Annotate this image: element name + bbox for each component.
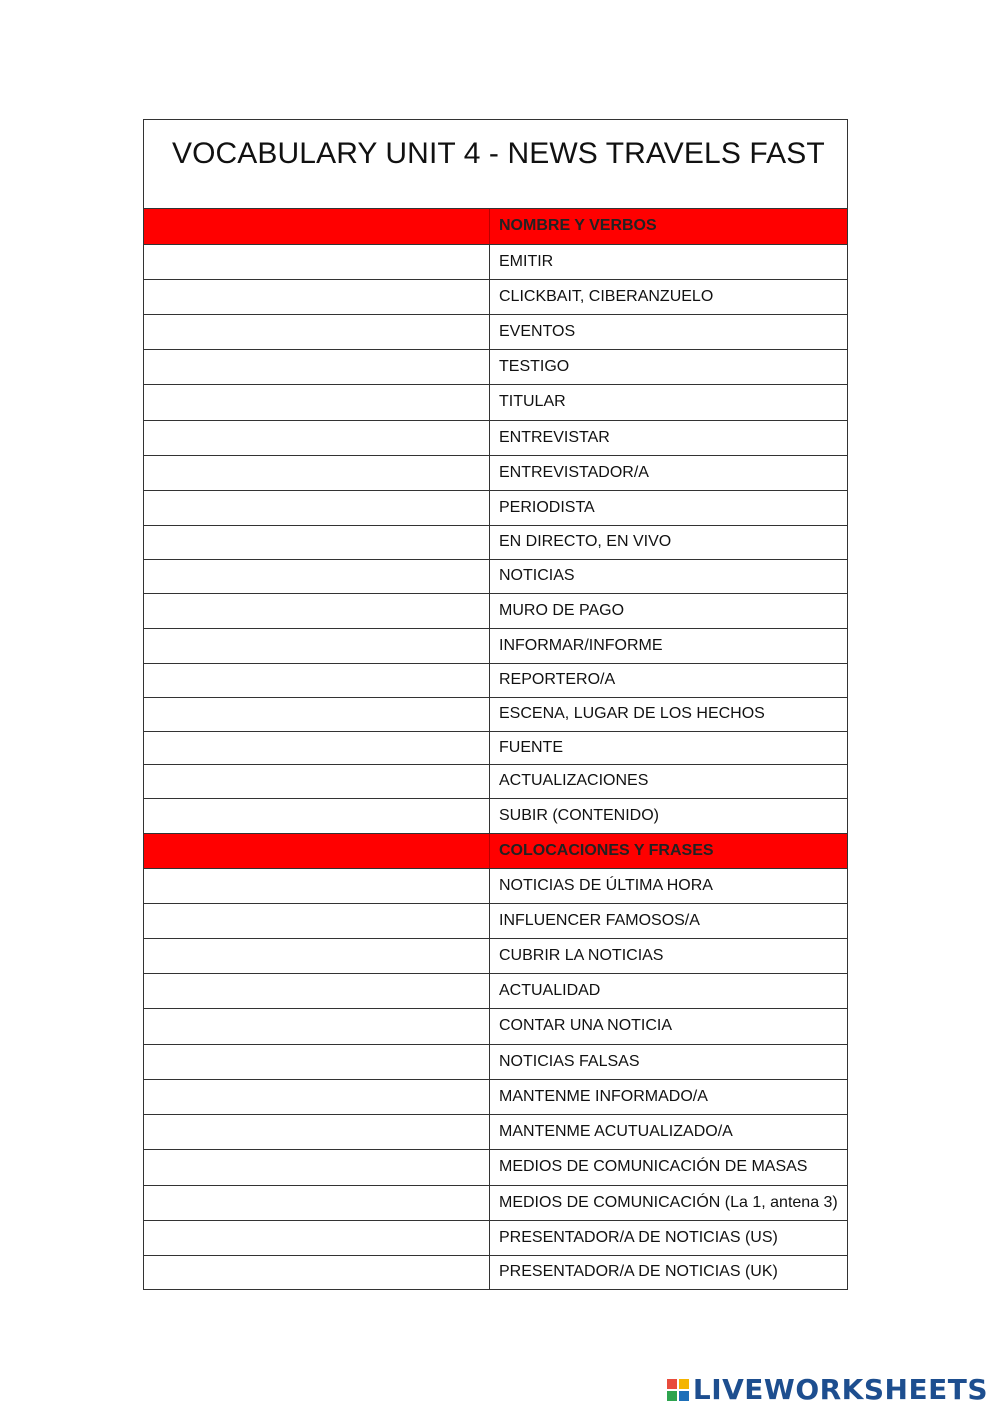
spanish-term: MEDIOS DE COMUNICACIÓN DE MASAS [490, 1149, 848, 1185]
spanish-term: EVENTOS [490, 314, 848, 349]
answer-cell[interactable] [144, 490, 490, 525]
spanish-term: ENTREVISTADOR/A [490, 455, 848, 490]
spanish-term: SUBIR (CONTENIDO) [490, 798, 848, 833]
answer-cell[interactable] [144, 1079, 490, 1114]
answer-cell[interactable] [144, 1255, 490, 1289]
answer-cell[interactable] [144, 697, 490, 731]
vocabulary-row [144, 455, 847, 490]
vocabulary-rows [144, 209, 847, 1289]
spanish-term: ESCENA, LUGAR DE LOS HECHOS [490, 697, 848, 731]
spanish-term: ENTREVISTAR [490, 420, 848, 455]
vocabulary-table [144, 209, 847, 1289]
vocabulary-row [144, 903, 847, 938]
section-header-row [144, 833, 847, 868]
answer-cell[interactable] [144, 1220, 490, 1255]
vocabulary-row [144, 628, 847, 663]
vocabulary-row [144, 938, 847, 973]
vocabulary-row [144, 593, 847, 628]
logo-square [679, 1379, 689, 1389]
spanish-term: INFLUENCER FAMOSOS/A [490, 903, 848, 938]
vocabulary-row [144, 1079, 847, 1114]
answer-cell[interactable] [144, 903, 490, 938]
title-row [144, 120, 847, 209]
answer-cell[interactable] [144, 973, 490, 1008]
vocabulary-row [144, 279, 847, 314]
vocabulary-row [144, 1220, 847, 1255]
answer-cell[interactable] [144, 349, 490, 384]
brand-name: LIVEWORKSHEETS [692, 1373, 988, 1406]
vocabulary-row [144, 349, 847, 384]
section-title: COLOCACIONES Y FRASES [490, 833, 848, 868]
spanish-term: NOTICIAS DE ÚLTIMA HORA [490, 868, 848, 903]
section-blank-cell [144, 209, 490, 244]
spanish-term: MANTENME INFORMADO/A [490, 1079, 848, 1114]
vocabulary-row [144, 697, 847, 731]
page-title: VOCABULARY UNIT 4 - NEWS TRAVELS FAST [172, 137, 825, 170]
logo-square [679, 1391, 689, 1401]
vocabulary-row [144, 1255, 847, 1289]
vocabulary-row [144, 764, 847, 798]
answer-cell[interactable] [144, 384, 490, 420]
spanish-term: MURO DE PAGO [490, 593, 848, 628]
vocabulary-row [144, 244, 847, 279]
spanish-term: CLICKBAIT, CIBERANZUELO [490, 279, 848, 314]
vocabulary-row [144, 973, 847, 1008]
spanish-term: INFORMAR/INFORME [490, 628, 848, 663]
answer-cell[interactable] [144, 1114, 490, 1149]
answer-cell[interactable] [144, 798, 490, 833]
spanish-term: NOTICIAS [490, 559, 848, 593]
spanish-term: REPORTERO/A [490, 663, 848, 697]
answer-cell[interactable] [144, 1008, 490, 1044]
answer-cell[interactable] [144, 314, 490, 349]
spanish-term: EN DIRECTO, EN VIVO [490, 525, 848, 559]
spanish-term: PRESENTADOR/A DE NOTICIAS (US) [490, 1220, 848, 1255]
answer-cell[interactable] [144, 279, 490, 314]
vocabulary-row [144, 490, 847, 525]
spanish-term: TESTIGO [490, 349, 848, 384]
answer-cell[interactable] [144, 938, 490, 973]
answer-cell[interactable] [144, 244, 490, 279]
answer-cell[interactable] [144, 559, 490, 593]
answer-cell[interactable] [144, 593, 490, 628]
logo-square [667, 1379, 677, 1389]
spanish-term: FUENTE [490, 731, 848, 764]
spanish-term: PERIODISTA [490, 490, 848, 525]
spanish-term: CUBRIR LA NOTICIAS [490, 938, 848, 973]
section-title: NOMBRE Y VERBOS [490, 209, 848, 244]
spanish-term: EMITIR [490, 244, 848, 279]
vocabulary-row [144, 314, 847, 349]
answer-cell[interactable] [144, 525, 490, 559]
spanish-term: NOTICIAS FALSAS [490, 1044, 848, 1079]
spanish-term: CONTAR UNA NOTICIA [490, 1008, 848, 1044]
liveworksheets-logo-icon [667, 1379, 689, 1401]
answer-cell[interactable] [144, 1149, 490, 1185]
vocabulary-row [144, 798, 847, 833]
spanish-term: MEDIOS DE COMUNICACIÓN (La 1, antena 3) [490, 1185, 848, 1220]
spanish-term: TITULAR [490, 384, 848, 420]
spanish-term: ACTUALIDAD [490, 973, 848, 1008]
answer-cell[interactable] [144, 868, 490, 903]
answer-cell[interactable] [144, 420, 490, 455]
answer-cell[interactable] [144, 764, 490, 798]
vocabulary-row [144, 1008, 847, 1044]
footer-branding [667, 1373, 988, 1406]
answer-cell[interactable] [144, 1185, 490, 1220]
spanish-term: MANTENME ACUTUALIZADO/A [490, 1114, 848, 1149]
vocabulary-row [144, 1114, 847, 1149]
spanish-term: PRESENTADOR/A DE NOTICIAS (UK) [499, 1263, 778, 1281]
answer-cell[interactable] [144, 628, 490, 663]
vocabulary-row [144, 731, 847, 764]
answer-cell[interactable] [144, 1044, 490, 1079]
vocabulary-row [144, 1149, 847, 1185]
answer-cell[interactable] [144, 663, 490, 697]
answer-cell[interactable] [144, 455, 490, 490]
vocabulary-row [144, 420, 847, 455]
section-blank-cell [144, 833, 490, 868]
vocabulary-row [144, 1044, 847, 1079]
vocabulary-row [144, 1185, 847, 1220]
vocabulary-sheet [143, 119, 848, 1290]
answer-cell[interactable] [144, 731, 490, 764]
logo-square [667, 1391, 677, 1401]
vocabulary-row [144, 525, 847, 559]
section-header-row [144, 209, 847, 244]
spanish-term: ACTUALIZACIONES [490, 764, 848, 798]
vocabulary-row [144, 663, 847, 697]
vocabulary-row [144, 384, 847, 420]
vocabulary-row [144, 559, 847, 593]
vocabulary-row [144, 868, 847, 903]
